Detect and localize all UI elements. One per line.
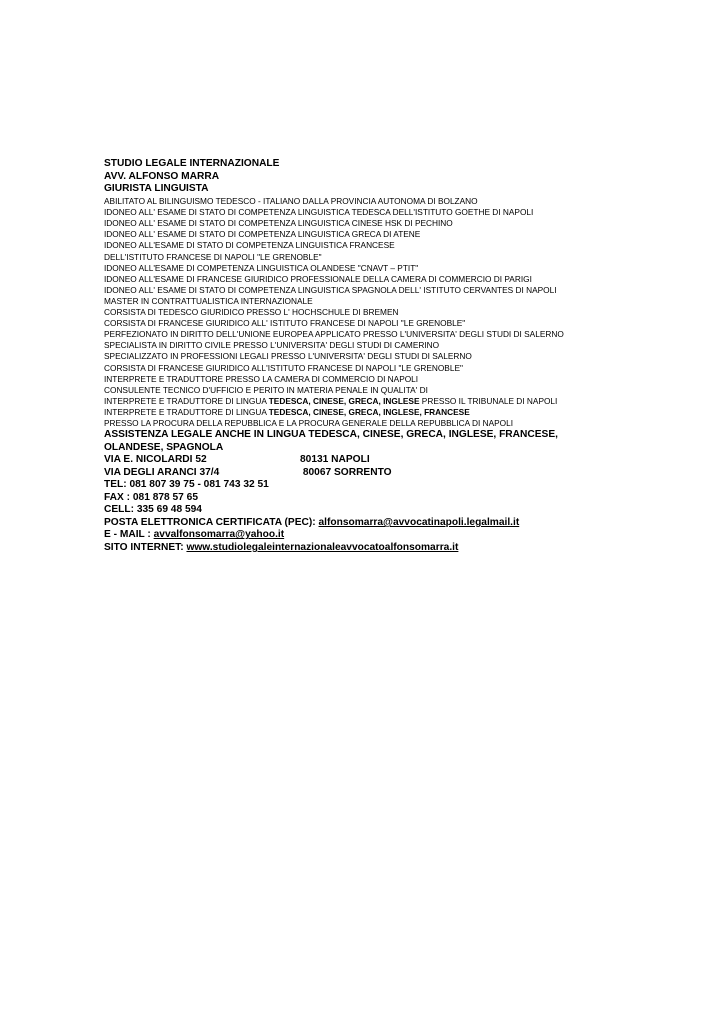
address-street: VIA E. NICOLARDI 52 (104, 454, 207, 466)
address-sorrento (104, 467, 704, 480)
cell: CELL: 335 69 48 594 (104, 504, 202, 516)
email-label: E - MAIL : (104, 529, 154, 541)
website-link[interactable]: www.studiolegaleinternazionaleavvocatoalfonsomarra.it (186, 541, 459, 553)
pec-label: POSTA ELETTRONICA CERTIFICATA (PEC): (104, 516, 319, 528)
qualification-item: IDONEO ALL' ESAME DI STATO DI COMPETENZA LINGUISTICA TEDESCA DELL'ISTITUTO GOETHE DI NAPOLI (104, 207, 534, 218)
qualification-item: MASTER IN CONTRATTUALISTICA INTERNAZIONALE (104, 295, 313, 306)
lawyer-name: AVV. ALFONSO MARRA (104, 170, 220, 182)
pec-link[interactable]: alfonsomarra@avvocatinapoli.legalmail.it (318, 516, 520, 528)
pec-line (104, 517, 704, 530)
qualification-item: CONSULENTE TECNICO D'UFFICIO E PERITO IN MATERIA PENALE IN QUALITA' DI (104, 384, 428, 395)
qualification-item: CORSISTA DI TEDESCO GIURIDICO PRESSO L' HOCHSCHULE DI BREMEN (104, 307, 399, 318)
firm-name: STUDIO LEGALE INTERNAZIONALE (104, 158, 280, 169)
address-city: 80131 NAPOLI (300, 454, 370, 466)
qualification-item: IDONEO ALL' ESAME DI STATO DI COMPETENZA LINGUISTICA GRECA DI ATENE (104, 229, 421, 240)
address-napoli (104, 454, 704, 467)
qualification-item: ABILITATO AL BILINGUISMO TEDESCO - ITALIANO DALLA PROVINCIA AUTONOMA DI BOLZANO (104, 196, 478, 207)
interpreter-prefix: INTERPRETE E TRADUTTORE DI LINGUA (104, 406, 269, 417)
website-label: SITO INTERNET: (104, 541, 187, 553)
qualification-item: SPECIALISTA IN DIRITTO CIVILE PRESSO L'UNIVERSITA' DEGLI STUDI DI CAMERINO (104, 340, 440, 351)
address-street: VIA DEGLI ARANCI 37/4 (104, 466, 220, 478)
interpreter-languages: TEDESCA, CINESE, GRECA, INGLESE, FRANCESE (268, 406, 470, 417)
qualification-item: IDONEO ALL'ESAME DI COMPETENZA LINGUISTICA OLANDESE "CNAVT – PTIT" (104, 262, 419, 273)
email-link[interactable]: avvalfonsomarra@yahoo.it (153, 529, 285, 541)
lawyer-title: GIURISTA LINGUISTA (104, 183, 209, 195)
interpreter-languages-line (104, 407, 704, 418)
assistance-line: OLANDESE, SPAGNOLA (104, 441, 224, 453)
interpreter-tribunal-line (104, 396, 704, 407)
qualification-item: IDONEO ALL'ESAME DI FRANCESE GIURIDICO PROFESSIONALE DELLA CAMERA DI COMMERCIO DI PARIGI (104, 273, 532, 284)
qualification-item: DELL'ISTITUTO FRANCESE DI NAPOLI "LE GRENOBLE" (104, 251, 322, 262)
qualification-item: IDONEO ALL' ESAME DI STATO DI COMPETENZA LINGUISTICA SPAGNOLA DELL' ISTITUTO CERVANTES DI NAPOLI (104, 284, 557, 295)
qualification-item: SPECIALIZZATO IN PROFESSIONI LEGALI PRESSO L'UNIVERSITA' DEGLI STUDI DI SALERNO (104, 351, 472, 362)
assistance-line: ASSISTENZA LEGALE ANCHE IN LINGUA TEDESCA, CINESE, GRECA, INGLESE, FRANCESE, (104, 429, 558, 441)
website-line (104, 542, 704, 555)
qualifications-list (104, 196, 704, 429)
qualification-item: PERFEZIONATO IN DIRITTO DELL'UNIONE EUROPEA APPLICATO PRESSO L'UNIVERSITA' DEGLI STUDI DI SALERNO (104, 329, 564, 340)
qualification-item: INTERPRETE E TRADUTTORE PRESSO LA CAMERA DI COMMERCIO DI NAPOLI (104, 373, 419, 384)
email-line (104, 529, 704, 542)
qualification-item: IDONEO ALL'ESAME DI STATO DI COMPETENZA LINGUISTICA FRANCESE (104, 240, 395, 251)
qualification-item: CORSISTA DI FRANCESE GIURIDICO ALL'ISTITUTO FRANCESE DI NAPOLI "LE GRENOBLE" (104, 362, 463, 373)
interpreter-languages: TEDESCA, CINESE, GRECA, INGLESE (268, 395, 420, 406)
telephone: TEL: 081 807 39 75 - 081 743 32 51 (104, 479, 269, 491)
fax: FAX : 081 878 57 65 (104, 491, 199, 503)
qualification-item: IDONEO ALL' ESAME DI STATO DI COMPETENZA LINGUISTICA CINESE HSK DI PECHINO (104, 218, 453, 229)
letterhead (104, 158, 704, 554)
procura-line: PRESSO LA PROCURA DELLA REPUBBLICA E LA PROCURA GENERALE DELLA REPUBBLICA DI NAPOLI (104, 417, 514, 428)
address-city: 80067 SORRENTO (300, 466, 392, 478)
interpreter-prefix: INTERPRETE E TRADUTTORE DI LINGUA (104, 395, 269, 406)
interpreter-suffix: PRESSO IL TRIBUNALE DI NAPOLI (419, 395, 558, 406)
qualification-item: CORSISTA DI FRANCESE GIURIDICO ALL' ISTITUTO FRANCESE DI NAPOLI "LE GRENOBLE" (104, 318, 466, 329)
